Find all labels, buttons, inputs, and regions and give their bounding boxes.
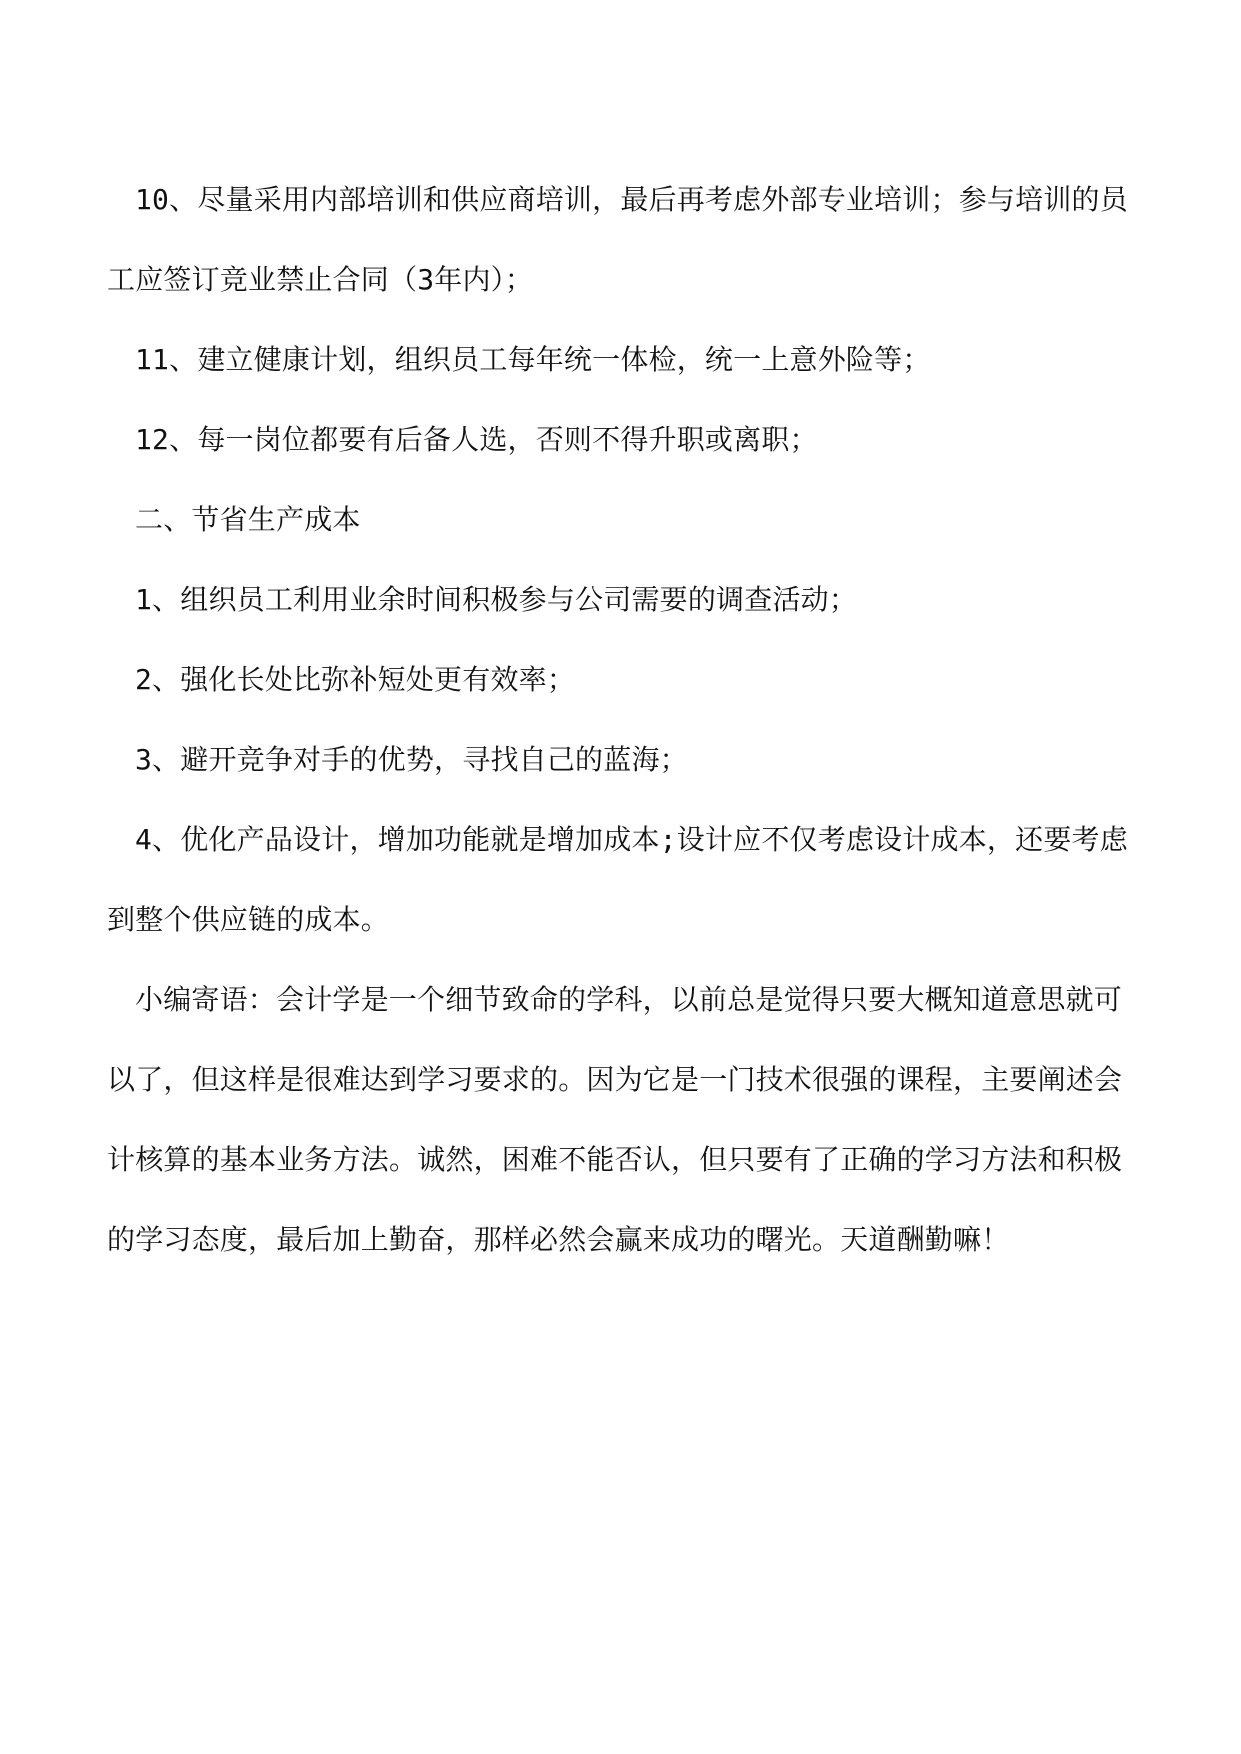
paragraph-editor-note: 小编寄语：会计学是一个细节致命的学科，以前总是觉得只要大概知道意思就可以了，但这样是很难达到学习要求的。因为它是一门技术很强的课程，主要阐述会计核算的基本业务方法。诚然，困难不能否认，但只要有了正确的学习方法和积极的学习态度，最后加上勤奋，那样必然会赢来成功的曙光。天道酬勤嘛！: [107, 983, 1123, 1256]
document-body: [107, 160, 1139, 1280]
paragraph-backup-staff: 12、每一岗位都要有后备人选，否则不得升职或离职；: [135, 423, 818, 456]
paragraph-health-plan: 11、建立健康计划，组织员工每年统一体检，统一上意外险等；: [135, 343, 931, 376]
paragraph-blue-ocean: 3、避开竞争对手的优势，寻找自己的蓝海；: [135, 743, 688, 776]
section-heading-production-cost: 二、节省生产成本: [135, 503, 361, 536]
paragraph-strengths: 2、强化长处比弥补短处更有效率；: [135, 663, 576, 696]
paragraph-training: 10、尽量采用内部培训和供应商培训，最后再考虑外部专业培训；参与培训的员工应签订竞业禁止合同（3年内）；: [107, 183, 1128, 296]
paragraph-product-design: 4、优化产品设计，增加功能就是增加成本;设计应不仅考虑设计成本，还要考虑到整个供应链的成本。: [107, 823, 1128, 936]
paragraph-survey-activities: 1、组织员工利用业余时间积极参与公司需要的调查活动；: [135, 583, 858, 616]
